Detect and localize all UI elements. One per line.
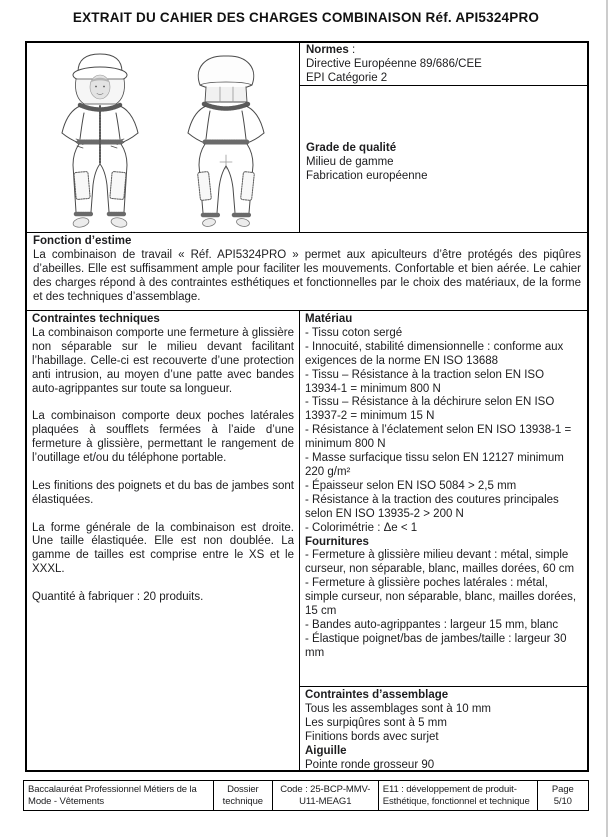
contraintes-paragraph: La combinaison comporte deux poches latérales plaquées à soufflets fermées à l’aide d’une fermeture à glissière, permettant le rangement de l’outillage et/ou du téléphone portable.	[32, 410, 294, 465]
assemblage-line: Tous les assemblages sont à 10 mm	[305, 702, 492, 715]
footer-code-line: U11-MEAG1	[299, 795, 352, 807]
materiau-item: - Tissu coton sergé	[305, 326, 403, 339]
normes-section	[300, 43, 587, 86]
top-row	[27, 43, 587, 233]
fonction-estime-section	[27, 233, 587, 311]
fournitures-title: Fournitures	[305, 535, 369, 548]
grade-label: Grade de qualité	[306, 142, 397, 154]
materiau-item: - Résistance à l’éclatement selon EN ISO 13938-1 = minimum 800 N	[305, 424, 572, 451]
scan-page-edge	[606, 0, 608, 837]
grade-line: Milieu de gamme	[306, 155, 394, 168]
contraintes-paragraph: La forme générale de la combinaison est droite. Une taille élastiquée. Elle est non doublée. La gamme de tailles est comprise entre le XS et le XXXL.	[32, 521, 294, 576]
normes-label: Normes	[306, 44, 349, 56]
footer-epreuve-line: E11 : développement de produit-	[382, 784, 517, 795]
contraintes-techniques-section	[27, 311, 300, 770]
footer-dossier-line: technique	[222, 795, 263, 807]
normes-line: Directive Européenne 89/686/CEE	[306, 57, 482, 70]
columns-row	[27, 311, 587, 770]
footer-page-number: Page 5/10	[551, 784, 574, 807]
materiau-title: Matériau	[305, 313, 353, 325]
footer-diploma-line: Baccalauréat Professionnel Métiers de la	[28, 784, 197, 795]
materiau-item: - Tissu – Résistance à la traction selon EN ISO 13934-1 = minimum 800 N	[305, 368, 545, 395]
grade-line: Fabrication européenne	[306, 169, 428, 182]
footer-table	[23, 780, 589, 811]
page-title: EXTRAIT DU CAHIER DES CHARGES COMBINAISON Réf. API5324PRO	[72, 10, 540, 25]
top-right-column	[300, 43, 587, 232]
fonction-estime-body: La combinaison de travail « Réf. API5324PRO » permet aux apiculteurs d’être protégés des piqûres d’abeilles. Elle est suffisamment ample pour faciliter les mouvements. Confortable et bien aérée. Le cahier des charges répond à des contraintes esthétiques et fonctionnelles par le choix des matériaux, de la forme et des techniques d’assemblage.	[33, 248, 581, 303]
materiau-section	[300, 311, 587, 687]
aiguille-title: Aiguille	[305, 744, 347, 757]
suit-back-view	[188, 56, 264, 227]
footer-diploma-line: Mode - Vêtements	[28, 795, 105, 807]
normes-line: EPI Catégorie 2	[306, 71, 388, 84]
suit-front-view	[62, 54, 138, 229]
materiau-item: - Résistance à la traction des coutures principales selon EN ISO 13935-2 > 200 N	[305, 493, 559, 520]
contraintes-paragraph: La combinaison comporte une fermeture à glissière non séparable sur le milieu devant facilitant l’habillage. Celle-ci est recouverte d’une protection anti intrusion, au moyen d’une patte avec bandes auto-agrippantes sur toute sa longueur.	[32, 326, 294, 395]
assemblage-line: Les surpiqûres sont à 5 mm	[305, 716, 447, 729]
illustration-cell	[27, 43, 300, 232]
spec-table	[25, 41, 589, 772]
fournitures-item: - Bandes auto-agrippantes : largeur 15 mm, blanc	[305, 618, 559, 631]
contraintes-assemblage-title: Contraintes d’assemblage	[305, 689, 449, 701]
fonction-estime-title: Fonction d’estime	[33, 235, 132, 247]
materiau-item: - Masse surfacique tissu selon EN 12127 minimum 220 g/m²	[305, 452, 564, 478]
footer-diploma	[24, 781, 214, 810]
aiguille-line: Pointe ronde grosseur 90	[305, 758, 435, 770]
fournitures-item: - Fermeture à glissière milieu devant : métal, simple curseur, non séparable, blanc, mailles dorées, 60 cm	[305, 549, 575, 576]
materiau-item: - Colorimétrie : Δe < 1	[305, 521, 418, 534]
normes-colon: :	[348, 44, 356, 56]
contraintes-assemblage-section	[300, 687, 587, 770]
contraintes-techniques-title: Contraintes techniques	[32, 313, 160, 325]
grade-section	[300, 86, 587, 232]
assemblage-line: Finitions bords avec surjet	[305, 730, 439, 743]
materiau-item: - Innocuité, stabilité dimensionnelle : conforme aux exigences de la norme EN ISO 13688	[305, 340, 564, 367]
footer-code	[273, 781, 379, 810]
footer-dossier	[214, 781, 273, 810]
beekeeper-suit-illustration	[28, 45, 298, 232]
footer-epreuve-line: Esthétique, fonctionnel et technique	[382, 795, 530, 807]
footer-code-line: Code : 25-BCP-MMV-	[280, 784, 371, 795]
materiau-item: - Tissu – Résistance à la déchirure selon EN ISO 13937-2 = minimum 15 N	[305, 396, 555, 423]
footer-dossier-line: Dossier	[227, 784, 259, 795]
contraintes-paragraph: Les finitions des poignets et du bas de jambes sont élastiquées.	[32, 479, 294, 506]
materiau-item: - Épaisseur selon EN ISO 5084 > 2,5 mm	[305, 479, 517, 492]
bottom-right-column	[300, 311, 587, 770]
fournitures-item: - Fermeture à glissière poches latérales : métal, simple curseur, non séparable, blanc, mailles dorées, 15 cm	[305, 577, 577, 618]
fournitures-item: - Élastique poignet/bas de jambes/taille : largeur 30 mm	[305, 632, 567, 659]
contraintes-paragraph: Quantité à fabriquer : 20 produits.	[32, 591, 204, 604]
footer-epreuve	[379, 781, 538, 810]
